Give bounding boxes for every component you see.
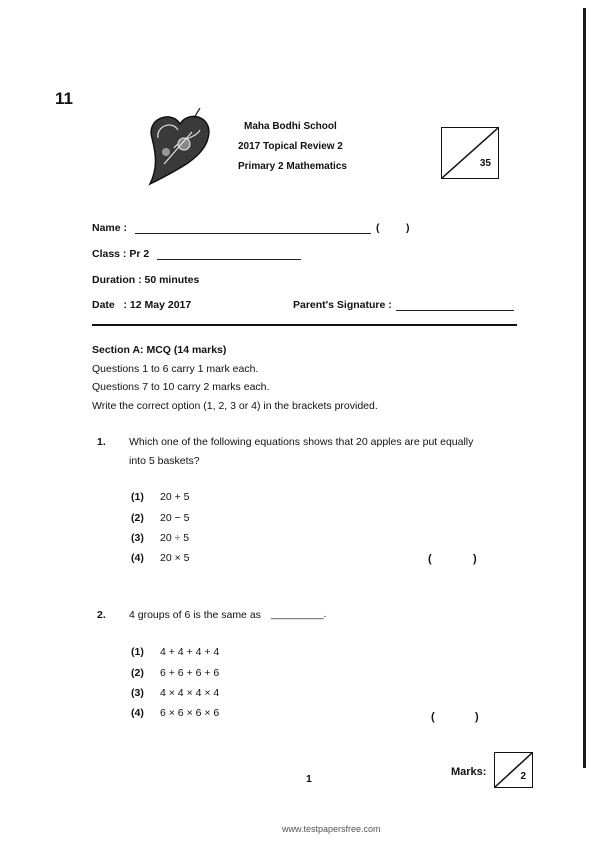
name-index-bracket-close: ) [406,222,410,234]
option-text: 4 + 4 + 4 + 4 [160,646,220,658]
instruction-line: Questions 7 to 10 carry 2 marks each. [92,381,270,393]
marks-value: 2 [520,771,526,782]
name-label: Name : [92,222,128,234]
footer-website[interactable]: www.testpapersfree.com [282,824,381,834]
option-text: 20 ÷ 5 [160,532,190,544]
parent-signature-label: Parent's Signature : [293,299,392,311]
subject-title: Primary 2 Mathematics [238,161,347,172]
option-number: (4) [131,707,144,719]
marks-label: Marks: [451,766,487,778]
duration-text: Duration : 50 minutes [92,274,200,286]
instruction-line: Write the correct option (1, 2, 3 or 4) in the brackets provided. [92,400,378,412]
school-name: Maha Bodhi School [244,121,337,132]
parent-signature-field[interactable] [396,310,514,311]
name-field[interactable] [135,233,371,234]
option-text: 20 × 5 [160,552,190,564]
option-number: (3) [131,532,144,544]
class-label: Class : Pr 2 [92,248,150,260]
date-text: Date : 12 May 2017 [92,299,192,311]
question-number: 1. [97,436,106,448]
header-divider [92,324,517,326]
question-text: 4 groups of 6 is the same as [129,609,261,621]
option-text: 6 + 6 + 6 + 6 [160,667,220,679]
option-text: 20 − 5 [160,512,190,524]
name-index-bracket-open: ( [376,222,380,234]
option-number: (1) [131,491,144,503]
scan-edge-bar [583,8,586,768]
option-text: 6 × 6 × 6 × 6 [160,707,220,719]
total-marks-value: 35 [479,158,491,169]
school-logo [144,108,216,188]
option-number: (2) [131,667,144,679]
total-marks-box [441,127,499,179]
question-text: into 5 baskets? [129,455,200,467]
review-title: 2017 Topical Review 2 [238,141,343,152]
question-blank[interactable]: _________. [271,608,327,620]
marks-box [494,752,533,788]
answer-bracket-close: ) [473,553,477,565]
option-number: (4) [131,552,144,564]
section-title: Section A: MCQ (14 marks) [92,344,227,356]
option-text: 4 × 4 × 4 × 4 [160,687,220,699]
option-number: (3) [131,687,144,699]
instruction-line: Questions 1 to 6 carry 1 mark each. [92,363,259,375]
answer-bracket-close: ) [475,711,479,723]
answer-bracket-open[interactable]: ( [431,711,435,723]
option-text: 20 + 5 [160,491,190,503]
question-text: Which one of the following equations shows that 20 apples are put equally [129,436,474,448]
class-field[interactable] [157,259,301,260]
page-label: 11 [55,89,73,108]
option-number: (2) [131,512,144,524]
option-number: (1) [131,646,144,658]
answer-bracket-open[interactable]: ( [428,553,432,565]
question-number: 2. [97,609,106,621]
page-number: 1 [306,773,312,785]
